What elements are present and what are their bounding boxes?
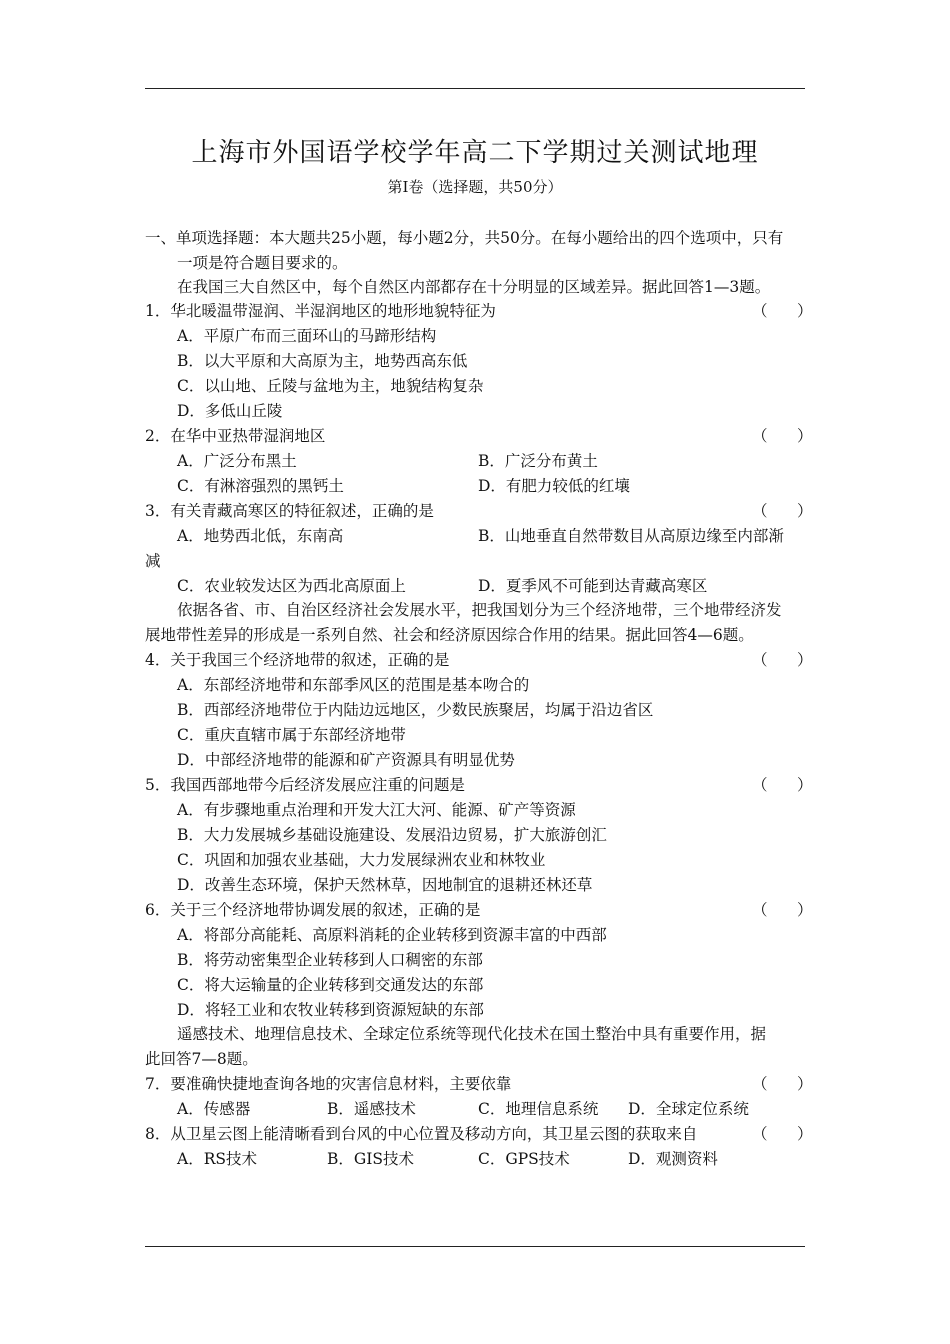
question-7-option-b: B．遥感技术: [327, 1100, 416, 1118]
section-heading-line2: 一项是符合题目要求的。: [177, 254, 348, 272]
answer-bracket: （ ）: [752, 302, 813, 320]
question-8-option-a: A．RS技术: [177, 1150, 257, 1168]
question-6-option-d: D．将轻工业和农牧业转移到资源短缺的东部: [177, 1001, 484, 1019]
answer-bracket: （ ）: [752, 776, 813, 794]
question-2-option-b: B．广泛分布黄土: [478, 452, 598, 470]
answer-bracket: （ ）: [752, 1125, 813, 1143]
answer-bracket: （ ）: [752, 502, 813, 520]
answer-bracket: （ ）: [752, 427, 813, 445]
question-4-option-a: A．东部经济地带和东部季风区的范围是基本吻合的: [177, 676, 530, 694]
question-5-option-b: B．大力发展城乡基础设施建设、发展沿边贸易，扩大旅游创汇: [177, 826, 607, 844]
question-7-option-a: A．传感器: [177, 1100, 251, 1118]
intro-2-line2: 展地带性差异的形成是一系列自然、社会和经济原因综合作用的结果。据此回答4—6题。: [145, 626, 754, 644]
question-4-option-c: C．重庆直辖市属于东部经济地带: [177, 726, 406, 744]
question-4-option-d: D．中部经济地带的能源和矿产资源具有明显优势: [177, 751, 515, 769]
question-6-stem: 6．关于三个经济地带协调发展的叙述，正确的是: [145, 901, 481, 919]
intro-3-line1: 遥感技术、地理信息技术、全球定位系统等现代化技术在国土整治中具有重要作用，据: [177, 1025, 767, 1043]
question-6-option-b: B．将劳动密集型企业转移到人口稠密的东部: [177, 951, 483, 969]
question-3-option-b-continued: 减: [145, 552, 161, 570]
question-5-option-d: D．改善生态环境，保护天然林草，因地制宜的退耕还林还草: [177, 876, 593, 894]
question-1-option-b: B．以大平原和大高原为主，地势西高东低: [177, 352, 468, 370]
intro-2-line1: 依据各省、市、自治区经济社会发展水平，把我国划分为三个经济地带，三个地带经济发: [177, 601, 782, 619]
question-3-option-d: D．夏季风不可能到达青藏高寒区: [478, 577, 708, 595]
question-1-stem: 1．华北暖温带湿润、半湿润地区的地形地貌特征为: [145, 302, 496, 320]
intro-3-line2: 此回答7—8题。: [145, 1050, 258, 1068]
page-title: 上海市外国语学校学年高二下学期过关测试地理: [191, 138, 759, 168]
question-6-option-a: A．将部分高能耗、高原料消耗的企业转移到资源丰富的中西部: [177, 926, 607, 944]
question-7-option-d: D．全球定位系统: [628, 1100, 749, 1118]
question-8-stem: 8．从卫星云图上能清晰看到台风的中心位置及移动方向，其卫星云图的获取来自: [145, 1125, 698, 1143]
question-4-option-b: B．西部经济地带位于内陆边远地区，少数民族聚居，均属于沿边省区: [177, 701, 654, 719]
question-2-option-c: C．有淋溶强烈的黑钙土: [177, 477, 344, 495]
question-2-stem: 2．在华中亚热带湿润地区: [145, 427, 326, 445]
footer-rule: [145, 1246, 805, 1247]
question-1-option-d: D．多低山丘陵: [177, 402, 283, 420]
question-8-option-d: D．观测资料: [628, 1150, 718, 1168]
question-3-option-c: C．农业较发达区为西北高原面上: [177, 577, 406, 595]
question-3-stem: 3．有关青藏高寒区的特征叙述，正确的是: [145, 502, 434, 520]
question-4-stem: 4．关于我国三个经济地带的叙述，正确的是: [145, 651, 450, 669]
question-3-option-b: B．山地垂直自然带数目从高原边缘至内部渐: [478, 527, 784, 545]
question-5-option-c: C．巩固和加强农业基础，大力发展绿洲农业和林牧业: [177, 851, 546, 869]
question-7-stem: 7．要准确快捷地查询各地的灾害信息材料，主要依靠: [145, 1075, 512, 1093]
question-8-option-b: B．GIS技术: [327, 1150, 415, 1168]
question-2-option-d: D．有肥力较低的红壤: [478, 477, 630, 495]
answer-bracket: （ ）: [752, 651, 813, 669]
header-rule: [145, 88, 805, 89]
question-7-option-c: C．地理信息系统: [478, 1100, 599, 1118]
section-heading-line1: 一、单项选择题：本大题共25小题，每小题2分，共50分。在每小题给出的四个选项中，只有: [145, 229, 784, 247]
answer-bracket: （ ）: [752, 901, 813, 919]
question-5-option-a: A．有步骤地重点治理和开发大江大河、能源、矿产等资源: [177, 801, 576, 819]
answer-bracket: （ ）: [752, 1075, 813, 1093]
question-5-stem: 5．我国西部地带今后经济发展应注重的问题是: [145, 776, 465, 794]
intro-1: 在我国三大自然区中，每个自然区内部都存在十分明显的区域差异。据此回答1—3题。: [177, 278, 771, 296]
question-2-option-a: A．广泛分布黑土: [177, 452, 297, 470]
question-3-option-a: A．地势西北低，东南高: [177, 527, 344, 545]
question-6-option-c: C．将大运输量的企业转移到交通发达的东部: [177, 976, 484, 994]
question-1-option-a: A．平原广布而三面环山的马蹄形结构: [177, 327, 437, 345]
question-1-option-c: C．以山地、丘陵与盆地为主，地貌结构复杂: [177, 377, 484, 395]
question-8-option-c: C．GPS技术: [478, 1150, 570, 1168]
page-subtitle: 第Ⅰ卷（选择题，共50分）: [387, 178, 563, 196]
